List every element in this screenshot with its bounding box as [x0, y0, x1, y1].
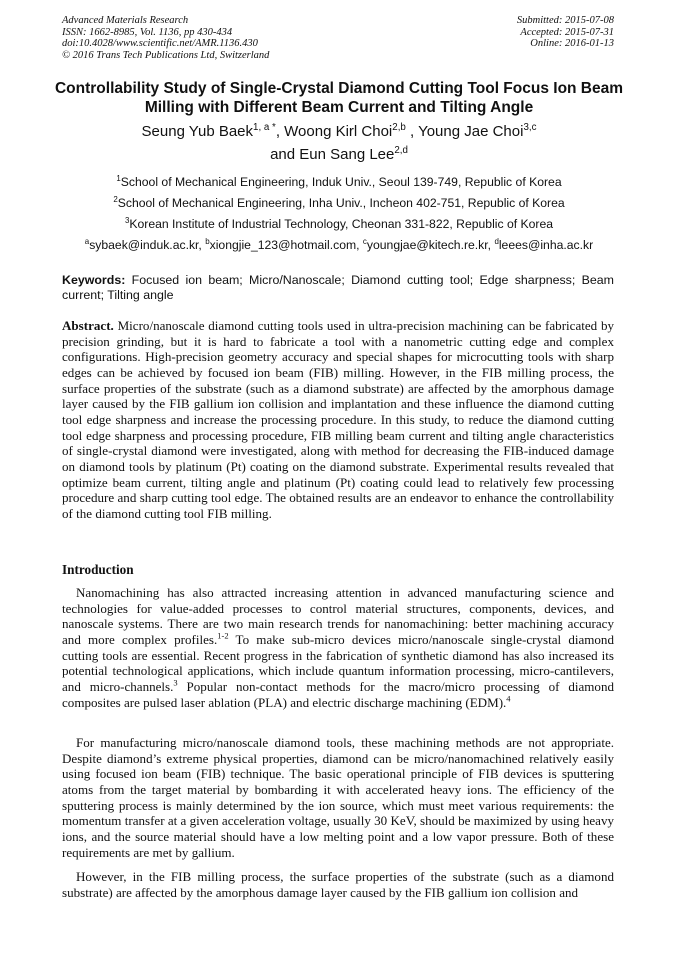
introduction-heading: Introduction: [62, 562, 134, 577]
paragraph-text: To make sub-micro devices micro/nanoscale single-crystal diamond cutting tools are essential. Recent progress in the fabrication of synthetic diamond has also increased its potential technological applications, which include quantum information processing, micro-cantilevers, and micro-channels.: [62, 631, 614, 694]
email-mark: d: [494, 236, 499, 246]
journal-info: [62, 15, 269, 61]
email-address: youngjae@kitech.re.kr,: [366, 238, 495, 252]
affiliation-1: [20, 175, 658, 190]
author-name: Woong Kirl Choi: [284, 123, 393, 140]
paragraph-text: Popular non-contact methods for the macro/micro processing of diamond composites are pulsed laser ablation (PLA) and electric discharge machining (EDM).: [62, 678, 614, 710]
keywords-text: Focused ion beam; Micro/Nanoscale; Diamond cutting tool; Edge sharpness; Beam current; Tilting angle: [62, 273, 614, 302]
keywords: [62, 273, 614, 303]
author-list: [40, 120, 638, 166]
submission-dates: [517, 15, 614, 50]
journal-name: Advanced Materials Research: [62, 15, 189, 26]
author-line-1: Seung Yub Baek$^{1, a *}$, Woong Kirl Choi$^{2,b}$ , Young Jae Choi$^{3,c}$: [141, 122, 537, 140]
copyright-line: © 2016 Trans Tech Publications Ltd, Switzerland: [62, 49, 270, 61]
affiliation-mark: 2: [113, 194, 118, 204]
paper-title: Controllability Study of Single-Crystal Diamond Cutting Tool Focus Ion Beam Milling with Different Beam Current and Tilting Angle: [54, 80, 624, 116]
accepted-date: Accepted: 2015-07-31: [520, 26, 614, 38]
abstract: [62, 318, 614, 522]
submitted-date: Submitted: 2015-07-08: [516, 15, 614, 26]
author-name: and Eun Sang Lee: [270, 146, 395, 163]
author-line-2: [40, 143, 638, 166]
author-affiliation-mark: 2,d: [394, 145, 408, 156]
citation-mark: 3: [173, 677, 178, 688]
affiliation-text: School of Mechanical Engineering, Inha Univ., Incheon 402-751, Republic of Korea: [117, 196, 565, 210]
author-affiliation-mark: 1, a *: [253, 122, 276, 133]
paragraph-text: Nanomachining has also attracted increasing attention in advanced manufacturing science and technologies for value-added processes to control material structures, components, devices, and nanoscale systems. There are two main research trends for nanomachining: better machining accuracy and more complex profiles.: [62, 585, 614, 647]
email-mark: b: [205, 236, 210, 246]
affiliation-3: [20, 217, 658, 232]
author-affiliation-mark: 2,b: [392, 122, 406, 133]
abstract-text: Micro/nanoscale diamond cutting tools used in ultra-precision machining can be fabricated by precision grinding, but it is hard to fabricate a tool with a nanometric cutting edge and complex configurations. High-precision geometry accuracy and special shapes for microcutting tools with sharp edges can be achieved by focused ion beam (FIB) milling. However, in the FIB milling process, the surface properties of the substrate (such as a diamond substrate) are affected by the amorphous damage layer caused by the FIB gallium ion collision and implantation and these influence the diamond cutting tool edge sharpness and increase the processing procedure. In this study, to reduce the diamond cutting tool edge sharpness and processing procedure, FIB milling beam current and tilting angle characteristics of single-crystal diamond were investigated, along with method for decreasing the FIB-induced damage on diamond tools by platinum (Pt) coating on the diamond substrate. Experimental results revealed that optimize beam current, tilting angle and platinum (Pt) coating could lead to relatively few processing procedure and sharp cutting tool edge. The obtained results are an endeavor to enhance the controllability of the diamond cutting tool FIB milling.: [62, 318, 614, 521]
affiliation-text: Korean Institute of Industrial Technology, Cheonan 331-822, Republic of Korea: [129, 217, 554, 231]
citation-mark: 4: [506, 693, 511, 704]
citation-mark: 1-2: [217, 630, 229, 641]
intro-paragraph-3: However, in the FIB milling process, the surface properties of the substrate (such as a diamond substrate) are affected by the amorphous damage layer caused by the FIB gallium ion collision and: [62, 869, 614, 900]
issn-line: ISSN: 1662-8985, Vol. 1136, pp 430-434: [62, 26, 233, 38]
intro-paragraph-1: [62, 585, 614, 710]
affiliation-mark: 3: [124, 215, 130, 225]
abstract-label: Abstract.: [62, 318, 114, 333]
email-address: xiongjie_123@hotmail.com,: [209, 238, 363, 252]
online-date: Online: 2016-01-13: [530, 38, 614, 50]
email-mark: a: [84, 236, 90, 246]
affiliation-text: School of Mechanical Engineering, Induk Univ., Seoul 139-749, Republic of Korea: [120, 175, 562, 189]
intro-paragraph-2: For manufacturing micro/nanoscale diamond tools, these machining methods are not appropriate. Despite diamond’s extreme physical properties, diamond can be micro/nanomachined relatively easily using focused ion beam (FIB) technique. The basic operational principle of FIB devices is sputtering atoms from the target material by bombarding it with accelerated heavy ions. The efficiency of the sputtering process is mainly determined by the ion source, which must meet various requirements: the momentum transfer at a given acceleration voltage, usually 30 KeV, should be maximized by using heavy ions, and the source material should have a low melting point and a low vapor pressure. Both of these requirements are met by gallium.: [62, 735, 614, 860]
author-name: Young Jae Choi: [418, 123, 524, 140]
author-affiliation-mark: 3,c: [523, 122, 537, 133]
doi-line: doi:10.4028/www.scientific.net/AMR.1136.430: [62, 38, 258, 50]
affiliation-mark: 1: [116, 173, 121, 183]
affiliation-2: [20, 196, 658, 211]
email-address: sybaek@induk.ac.kr,: [89, 238, 206, 252]
keywords-label: Keywords:: [62, 273, 126, 287]
author-name: Seung Yub Baek: [141, 123, 254, 140]
email-mark: c: [362, 236, 367, 246]
email-address: leees@inha.ac.kr: [498, 238, 594, 252]
email-list: [20, 238, 658, 253]
